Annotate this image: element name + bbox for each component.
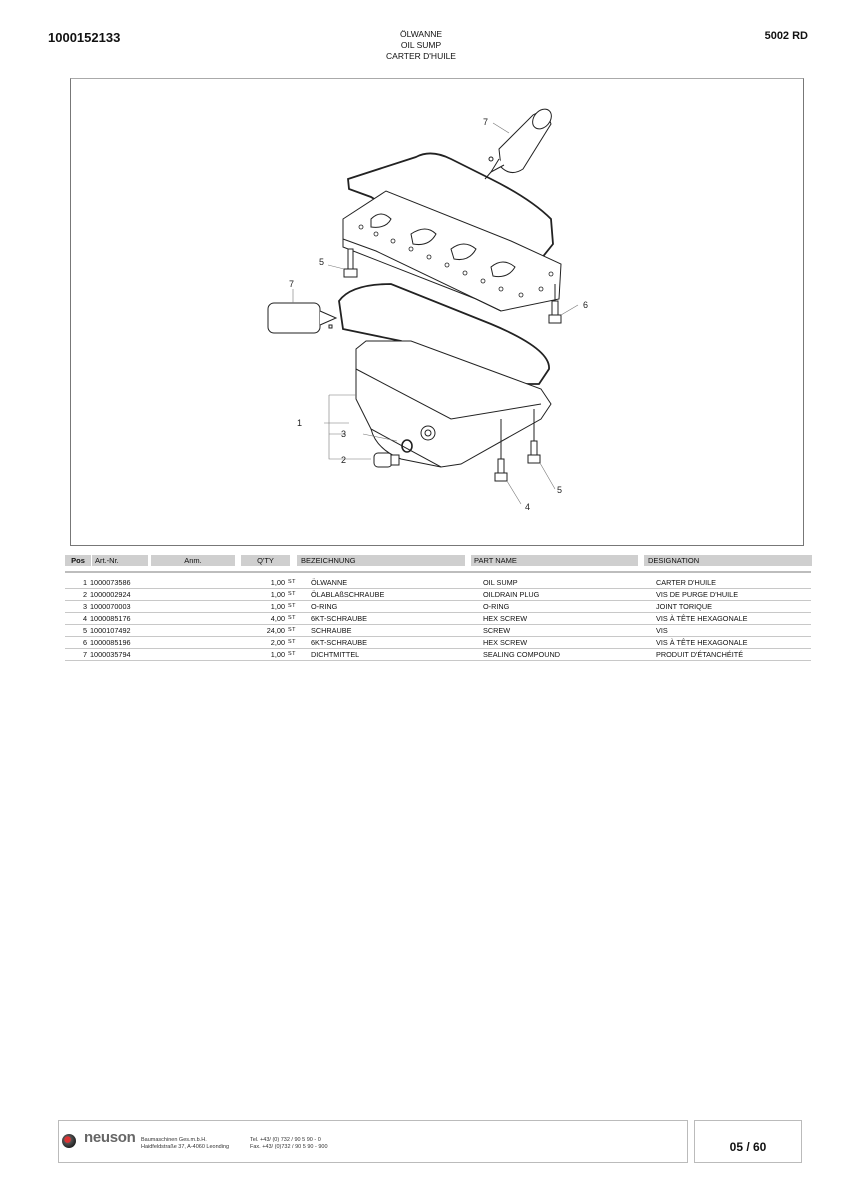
cell-bezeichnung: SCHRAUBE: [301, 625, 474, 637]
cell-pos: 5: [65, 625, 90, 637]
callout-2: 2: [341, 455, 347, 465]
cell-anm: [150, 649, 250, 661]
cell-anm: [150, 601, 250, 613]
callout-3: 3: [341, 429, 347, 439]
cell-bezeichnung: ÖLABLAßSCHRAUBE: [301, 589, 474, 601]
cell-art-nr: 1000107492: [90, 625, 150, 637]
cell-pos: 4: [65, 613, 90, 625]
table-row[interactable]: [65, 637, 811, 649]
company-address: [141, 1137, 229, 1151]
sealant-tube-icon: [268, 303, 336, 333]
cell-unit: ST: [288, 601, 301, 613]
table-divider: [65, 571, 811, 573]
cell-part-name: SEALING COMPOUND: [474, 649, 647, 661]
column-header-qty: Q'TY: [241, 555, 290, 566]
company-street: Haidfeldstraße 37, A-4060 Leonding: [141, 1144, 230, 1150]
cell-designation: VIS: [647, 625, 811, 637]
cell-unit: ST: [288, 577, 301, 589]
cell-anm: [150, 625, 250, 637]
column-header-bezeichnung: BEZEICHNUNG: [297, 555, 465, 566]
cell-pos: 2: [65, 589, 90, 601]
cell-bezeichnung: DICHTMITTEL: [301, 649, 474, 661]
callout-4: 4: [525, 502, 531, 512]
cell-unit: ST: [288, 637, 301, 649]
cell-pos: 6: [65, 637, 90, 649]
table-row[interactable]: [65, 649, 811, 661]
cell-bezeichnung: O-RING: [301, 601, 474, 613]
cell-bezeichnung: 6KT-SCHRAUBE: [301, 637, 474, 649]
cell-designation: VIS À TÊTE HEXAGONALE: [647, 637, 811, 649]
fax-number: Fax. +43/ (0)732 / 90 5 90 - 900: [250, 1144, 328, 1150]
callout-1: 1: [297, 418, 303, 428]
column-header-pos: Pos: [65, 555, 91, 566]
cell-pos: 7: [65, 649, 90, 661]
cell-art-nr: 1000070003: [90, 601, 150, 613]
cell-part-name: SCREW: [474, 625, 647, 637]
neuson-logo-icon: [62, 1134, 76, 1148]
cell-part-name: OIL SUMP: [474, 577, 647, 589]
brand-logo-text: neuson: [84, 1129, 136, 1146]
cell-qty: 2,00: [250, 637, 288, 649]
cell-art-nr: 1000085196: [90, 637, 150, 649]
cell-art-nr: 1000002924: [90, 589, 150, 601]
title-english: OIL SUMP: [400, 40, 442, 50]
callout-5: 5: [557, 485, 563, 495]
column-header-anm: Anm.: [151, 555, 235, 566]
cell-art-nr: 1000073586: [90, 577, 150, 589]
cell-designation: CARTER D'HUILE: [647, 577, 811, 589]
cell-unit: ST: [288, 625, 301, 637]
model-number: 5002 RD: [764, 30, 808, 42]
cell-anm: [150, 637, 250, 649]
cell-qty: 24,00: [250, 625, 288, 637]
cell-anm: [150, 577, 250, 589]
cell-qty: 4,00: [250, 613, 288, 625]
cell-qty: 1,00: [250, 589, 288, 601]
column-header-art-nr: Art.-Nr.: [92, 555, 148, 566]
cell-anm: [150, 589, 250, 601]
cell-pos: 1: [65, 577, 90, 589]
column-header-part-name: PART NAME: [471, 555, 638, 566]
cell-art-nr: 1000035794: [90, 649, 150, 661]
phone-number: Tel. +43/ (0) 732 / 90 5 90 - 0: [250, 1137, 321, 1143]
callout-7: 7: [289, 279, 295, 289]
page-title: [0, 29, 842, 62]
title-german: ÖLWANNE: [399, 29, 443, 39]
parts-table: [65, 577, 811, 661]
oil-sump-drawing: [71, 79, 805, 547]
cell-part-name: O-RING: [474, 601, 647, 613]
cell-designation: JOINT TORIQUE: [647, 601, 811, 613]
callout-7: 7: [483, 117, 489, 127]
company-contact: [250, 1137, 328, 1151]
table-row[interactable]: [65, 625, 811, 637]
cell-unit: ST: [288, 613, 301, 625]
cell-unit: ST: [288, 589, 301, 601]
cell-designation: VIS DE PURGE D'HUILE: [647, 589, 811, 601]
cell-part-name: HEX SCREW: [474, 637, 647, 649]
cell-designation: PRODUIT D'ÉTANCHÉITÉ: [647, 649, 811, 661]
cell-unit: ST: [288, 649, 301, 661]
cell-designation: VIS À TÊTE HEXAGONALE: [647, 613, 811, 625]
cell-part-name: HEX SCREW: [474, 613, 647, 625]
document-number: 1000152133: [48, 30, 121, 45]
cell-qty: 1,00: [250, 649, 288, 661]
cell-anm: [150, 613, 250, 625]
callout-5: 5: [319, 257, 325, 267]
exploded-diagram: [70, 78, 804, 546]
table-row[interactable]: [65, 589, 811, 601]
table-row[interactable]: [65, 577, 811, 589]
cell-art-nr: 1000085176: [90, 613, 150, 625]
cell-pos: 3: [65, 601, 90, 613]
table-row[interactable]: [65, 601, 811, 613]
cell-qty: 1,00: [250, 577, 288, 589]
sealant-tube-icon: [485, 105, 555, 179]
cell-part-name: OILDRAIN PLUG: [474, 589, 647, 601]
drain-plug-icon: [374, 453, 399, 467]
cell-qty: 1,00: [250, 601, 288, 613]
column-header-designation: DESIGNATION: [644, 555, 812, 566]
table-row[interactable]: [65, 613, 811, 625]
company-name: Baumaschinen Ges.m.b.H.: [141, 1137, 207, 1143]
title-french: CARTER D'HUILE: [386, 51, 456, 61]
bolt-icon: [344, 249, 357, 277]
page-number: 05 / 60: [694, 1120, 802, 1163]
cell-bezeichnung: 6KT-SCHRAUBE: [301, 613, 474, 625]
callout-6: 6: [583, 300, 589, 310]
cell-bezeichnung: ÖLWANNE: [301, 577, 474, 589]
